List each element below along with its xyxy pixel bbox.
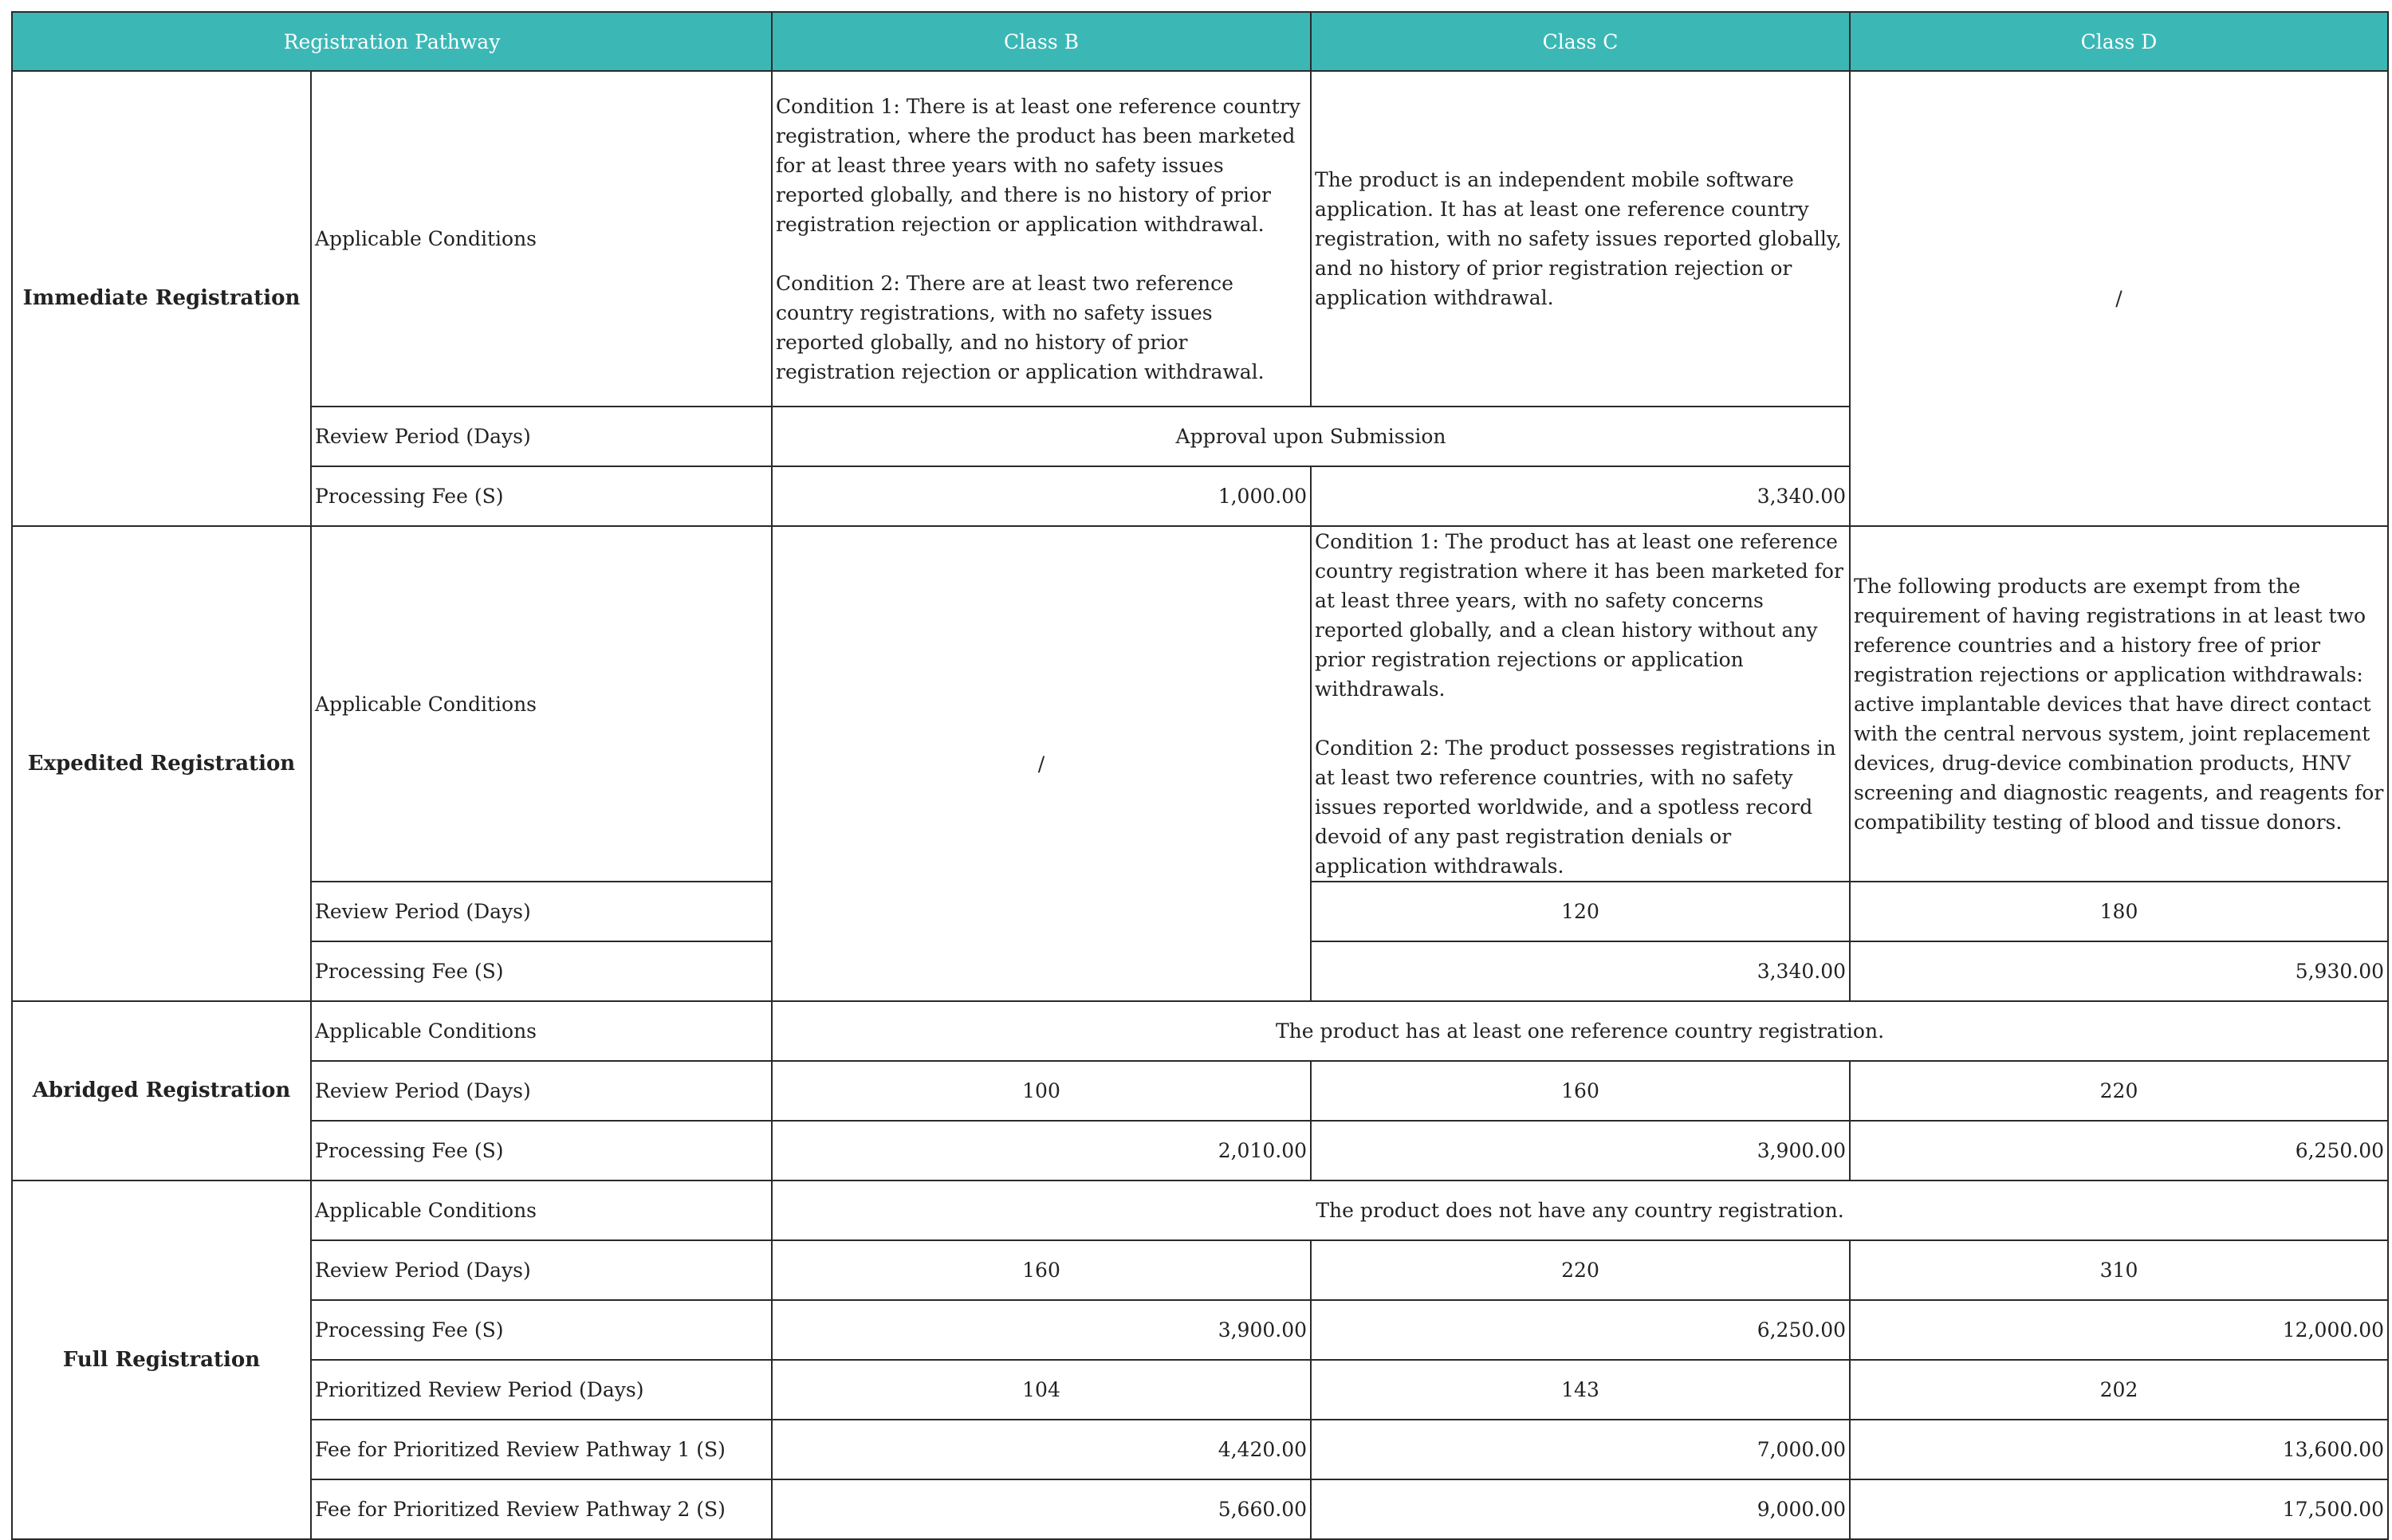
table-row — [12, 1479, 2388, 1539]
row-label: Review Period (Days) — [311, 1240, 772, 1300]
full-prio-class-c: 143 — [1311, 1360, 1850, 1420]
full-fee-class-c: 6,250.00 — [1311, 1300, 1850, 1360]
table-row — [12, 1061, 2388, 1121]
pathway-abridged: Abridged Registration — [12, 1001, 311, 1181]
immediate-class-d-na: / — [1850, 71, 2388, 526]
expedited-conditions-class-d: The following products are exempt from the requirement of having registrations in at least two reference countries and a history free of prior registration rejections or application withdrawals: active implantable devices that have direct contact with the central nervous system, joint replacement devices, drug-device combination products, HNV screening and diagnostic reagents, and reagents for compatibility testing of blood and tissue donors. — [1850, 526, 2388, 882]
row-label: Review Period (Days) — [311, 407, 772, 466]
expedited-review-class-c: 120 — [1311, 882, 1850, 941]
header-class-b: Class B — [772, 12, 1311, 71]
immediate-conditions-class-c: The product is an independent mobile software application. It has at least one reference country registration, with no safety issues reported globally, and no history of prior registration rejection or application withdrawal. — [1311, 71, 1850, 407]
full-fee-class-b: 3,900.00 — [772, 1300, 1311, 1360]
row-label: Prioritized Review Period (Days) — [311, 1360, 772, 1420]
immediate-fee-class-b: 1,000.00 — [772, 466, 1311, 526]
full-fee1-class-c: 7,000.00 — [1311, 1420, 1850, 1479]
full-review-class-c: 220 — [1311, 1240, 1850, 1300]
abridged-fee-class-c: 3,900.00 — [1311, 1121, 1850, 1181]
full-prio-class-b: 104 — [772, 1360, 1311, 1420]
table-row — [12, 1121, 2388, 1181]
row-label: Review Period (Days) — [311, 882, 772, 941]
expedited-review-class-d: 180 — [1850, 882, 2388, 941]
registration-pathway-table — [11, 11, 2389, 1540]
table-row — [12, 1181, 2388, 1240]
abridged-fee-class-d: 6,250.00 — [1850, 1121, 2388, 1181]
row-label: Processing Fee (S) — [311, 1300, 772, 1360]
full-fee-class-d: 12,000.00 — [1850, 1300, 2388, 1360]
row-label: Fee for Prioritized Review Pathway 1 (S) — [311, 1420, 772, 1479]
row-label: Applicable Conditions — [311, 1181, 772, 1240]
pathway-expedited: Expedited Registration — [12, 526, 311, 1001]
table-row — [12, 526, 2388, 882]
immediate-fee-class-c: 3,340.00 — [1311, 466, 1850, 526]
full-review-class-b: 160 — [772, 1240, 1311, 1300]
expedited-class-b-na: / — [772, 526, 1311, 1001]
row-label: Processing Fee (S) — [311, 466, 772, 526]
table-row — [12, 71, 2388, 407]
header-class-d: Class D — [1850, 12, 2388, 71]
full-fee2-class-b: 5,660.00 — [772, 1479, 1311, 1539]
row-label: Applicable Conditions — [311, 71, 772, 407]
full-fee1-class-d: 13,600.00 — [1850, 1420, 2388, 1479]
row-label: Applicable Conditions — [311, 526, 772, 882]
header-row — [12, 12, 2388, 71]
expedited-fee-class-c: 3,340.00 — [1311, 941, 1850, 1001]
expedited-fee-class-d: 5,930.00 — [1850, 941, 2388, 1001]
row-label: Processing Fee (S) — [311, 1121, 772, 1181]
abridged-fee-class-b: 2,010.00 — [772, 1121, 1311, 1181]
row-label: Fee for Prioritized Review Pathway 2 (S) — [311, 1479, 772, 1539]
full-fee2-class-d: 17,500.00 — [1850, 1479, 2388, 1539]
immediate-conditions-class-b: Condition 1: There is at least one reference country registration, where the product has been marketed for at least three years with no safety issues reported globally, and there is no history of prior registration rejection or application withdrawal. Condition 2: There are at least two reference country registrations, with no safety issues reported globally, and no history of prior registration rejection or application withdrawal. — [772, 71, 1311, 407]
table-row — [12, 1001, 2388, 1061]
pathway-full: Full Registration — [12, 1181, 311, 1539]
full-fee2-class-c: 9,000.00 — [1311, 1479, 1850, 1539]
row-label: Processing Fee (S) — [311, 941, 772, 1001]
header-registration-pathway: Registration Pathway — [12, 12, 772, 71]
expedited-conditions-class-c: Condition 1: The product has at least one reference country registration where it has been marketed for at least three years, with no safety concerns reported globally, and a clean history without any prior registration rejections or application withdrawals. Condition 2: The product possesses registrations in at least two reference countries, with no safety issues reported worldwide, and a spotless record devoid of any past registration denials or application withdrawals. — [1311, 526, 1850, 882]
abridged-review-class-c: 160 — [1311, 1061, 1850, 1121]
table-row — [12, 1300, 2388, 1360]
abridged-conditions: The product has at least one reference country registration. — [772, 1001, 2388, 1061]
row-label: Applicable Conditions — [311, 1001, 772, 1061]
full-review-class-d: 310 — [1850, 1240, 2388, 1300]
row-label: Review Period (Days) — [311, 1061, 772, 1121]
full-fee1-class-b: 4,420.00 — [772, 1420, 1311, 1479]
registration-table-container — [11, 11, 2389, 1540]
full-prio-class-d: 202 — [1850, 1360, 2388, 1420]
table-row — [12, 1360, 2388, 1420]
abridged-review-class-d: 220 — [1850, 1061, 2388, 1121]
table-row — [12, 1420, 2388, 1479]
immediate-review-period: Approval upon Submission — [772, 407, 1850, 466]
abridged-review-class-b: 100 — [772, 1061, 1311, 1121]
header-class-c: Class C — [1311, 12, 1850, 71]
full-conditions: The product does not have any country registration. — [772, 1181, 2388, 1240]
table-row — [12, 1240, 2388, 1300]
pathway-immediate: Immediate Registration — [12, 71, 311, 526]
